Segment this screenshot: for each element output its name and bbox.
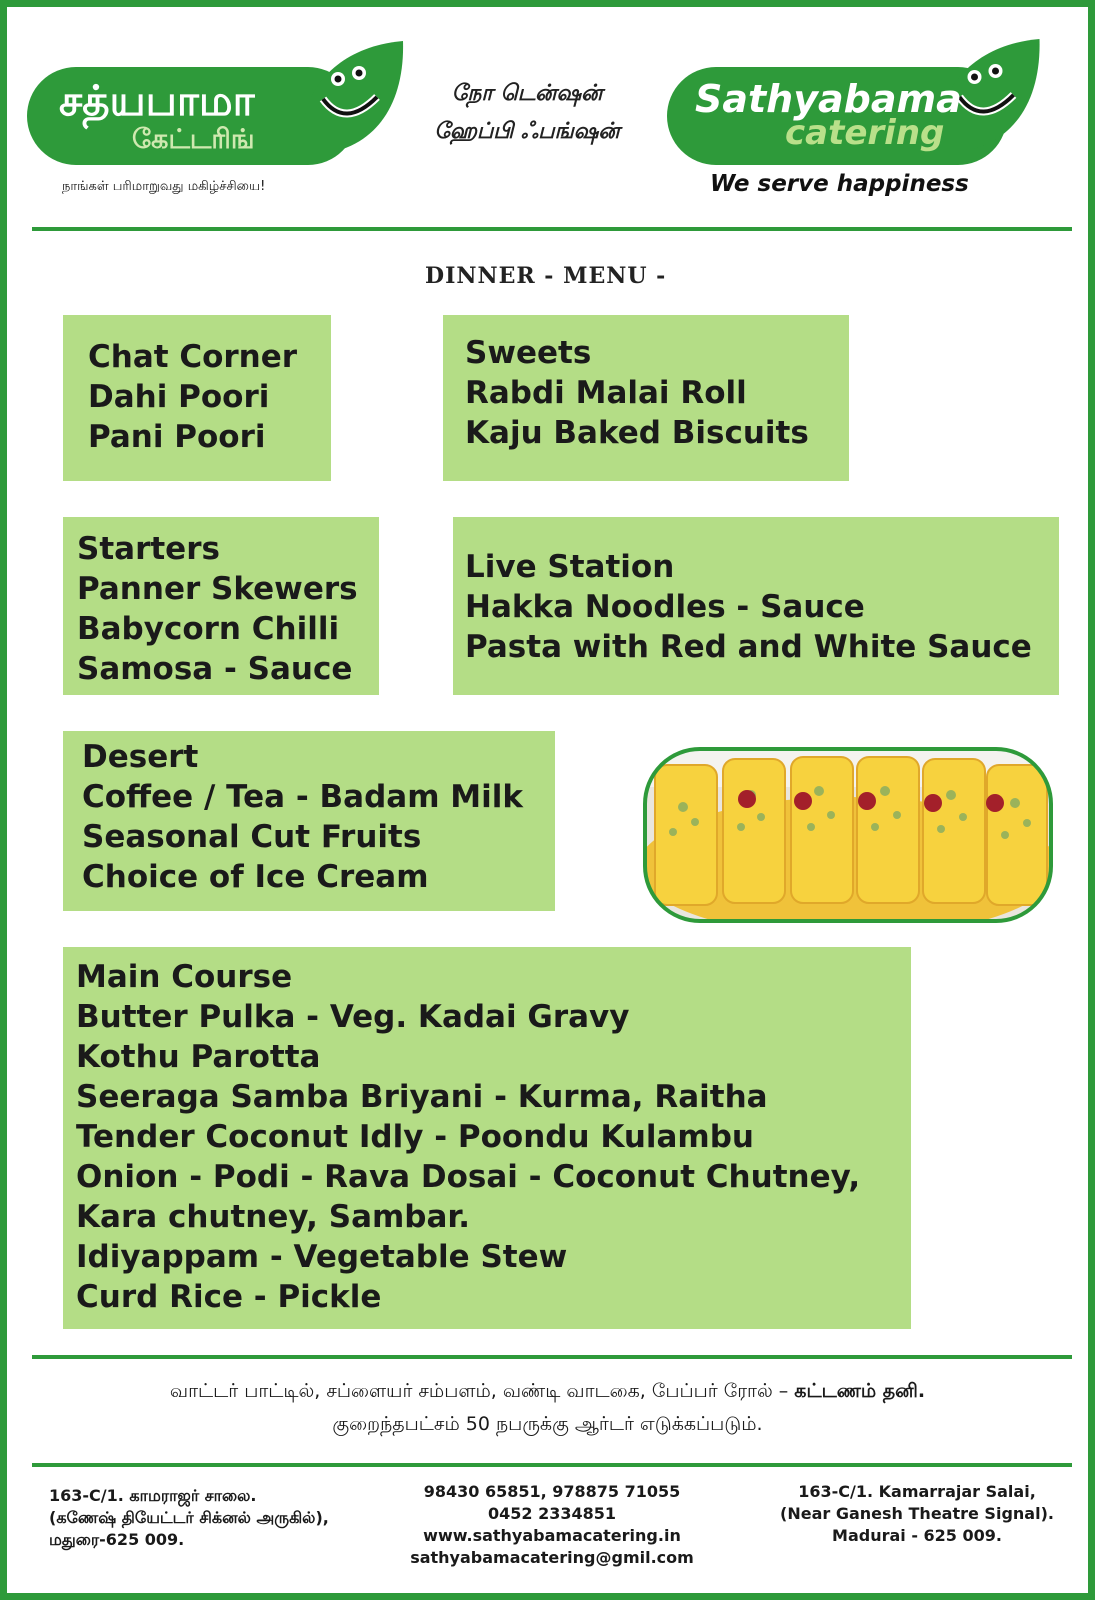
main-item: Butter Pulka - Veg. Kadai Gravy — [76, 999, 630, 1035]
notes-divider — [32, 1355, 1072, 1359]
main-item: Seeraga Samba Briyani - Kurma, Raitha — [76, 1079, 768, 1115]
logo-tamil-title: சத்யபாமா — [59, 76, 255, 125]
logo-en-title: Sathyabama — [695, 77, 962, 121]
notes-line1 — [7, 1380, 1088, 1405]
desert-item: Seasonal Cut Fruits — [82, 819, 422, 855]
starters-item: Samosa - Sauce — [77, 651, 353, 687]
desert-item: Choice of Ice Cream — [82, 859, 429, 895]
notes-extra: கட்டணம் தனி. — [794, 1380, 926, 1402]
footer-line: (கணேஷ் தியேட்டர் சிக்னல் அருகில்), — [49, 1508, 329, 1527]
starters-item: Babycorn Chilli — [77, 611, 340, 647]
footer-line: (Near Ganesh Theatre Signal). — [780, 1504, 1054, 1523]
main-title: Main Course — [76, 959, 293, 995]
logo-en-subtitle: catering — [785, 113, 945, 153]
footer-contact — [387, 1481, 717, 1569]
live-title: Live Station — [465, 549, 675, 585]
tagline-english: We serve happiness — [710, 171, 969, 197]
logo-tamil-subtitle: கேட்டரிங் — [132, 124, 255, 155]
footer-divider — [32, 1463, 1072, 1467]
main-item: Tender Coconut Idly - Poondu Kulambu — [76, 1119, 754, 1155]
menu-title: DINNER - MENU - — [425, 263, 667, 289]
main-item: Onion - Podi - Rava Dosai - Coconut Chutney, — [76, 1159, 861, 1195]
footer-line: மதுரை-625 009. — [49, 1530, 185, 1549]
smiley-leaf-icon — [293, 37, 408, 177]
live-station-box — [453, 517, 1059, 695]
footer-address-tamil — [49, 1485, 329, 1551]
chat-title: Chat Corner — [88, 339, 298, 375]
email-link[interactable]: sathyabamacatering@gmil.com — [410, 1548, 694, 1567]
footer-line: 163-C/1. Kamarrajar Salai, — [798, 1482, 1036, 1501]
sweets-box — [443, 315, 849, 481]
landline-number: 0452 2334851 — [487, 1504, 617, 1523]
slogan-line1: நோ டென்ஷன் — [451, 81, 603, 106]
tagline-tamil: நாங்கள் பரிமாறுவது மகிழ்ச்சியை! — [62, 179, 266, 194]
live-item: Hakka Noodles - Sauce — [465, 589, 865, 625]
chat-corner-box — [63, 315, 331, 481]
footer-line: Madurai - 625 009. — [832, 1526, 1002, 1545]
desert-title: Desert — [82, 739, 199, 775]
main-item: Idiyappam - Vegetable Stew — [76, 1239, 568, 1275]
header-divider — [32, 227, 1072, 231]
sweets-title: Sweets — [465, 335, 592, 371]
phone-numbers: 98430 65851, 978875 71055 — [423, 1482, 681, 1501]
notes-line2: குறைந்தபட்சம் 50 நபருக்கு ஆர்டர் எடுக்கப்படும். — [332, 1413, 763, 1435]
footer-address-english — [767, 1481, 1067, 1547]
slogan-line2: ஹேப்பி ஃபங்ஷன் — [434, 119, 620, 144]
notes-charges: வாட்டர் பாட்டில், சப்ளையர் சம்பளம், வண்டி வாடகை, பேப்பர் ரோல் – — [169, 1380, 795, 1402]
starters-item: Panner Skewers — [77, 571, 358, 607]
website-link[interactable]: www.sathyabamacatering.in — [423, 1526, 681, 1545]
main-course-box — [63, 947, 911, 1329]
footer-line: 163-C/1. காமராஜர் சாலை. — [49, 1486, 257, 1505]
live-item: Pasta with Red and White Sauce — [465, 629, 1032, 665]
main-item: Kothu Parotta — [76, 1039, 321, 1075]
rabdi-malai-roll-photo — [643, 747, 1053, 923]
main-item: Curd Rice - Pickle — [76, 1279, 382, 1315]
chat-item: Dahi Poori — [88, 379, 270, 415]
starters-title: Starters — [77, 531, 220, 567]
sweets-item: Kaju Baked Biscuits — [465, 415, 809, 451]
starters-box — [63, 517, 379, 695]
desert-item: Coffee / Tea - Badam Milk — [82, 779, 524, 815]
chat-item: Pani Poori — [88, 419, 266, 455]
sweets-item: Rabdi Malai Roll — [465, 375, 747, 411]
main-item: Kara chutney, Sambar. — [76, 1199, 471, 1235]
slogan — [407, 75, 647, 151]
desert-box — [63, 731, 555, 911]
